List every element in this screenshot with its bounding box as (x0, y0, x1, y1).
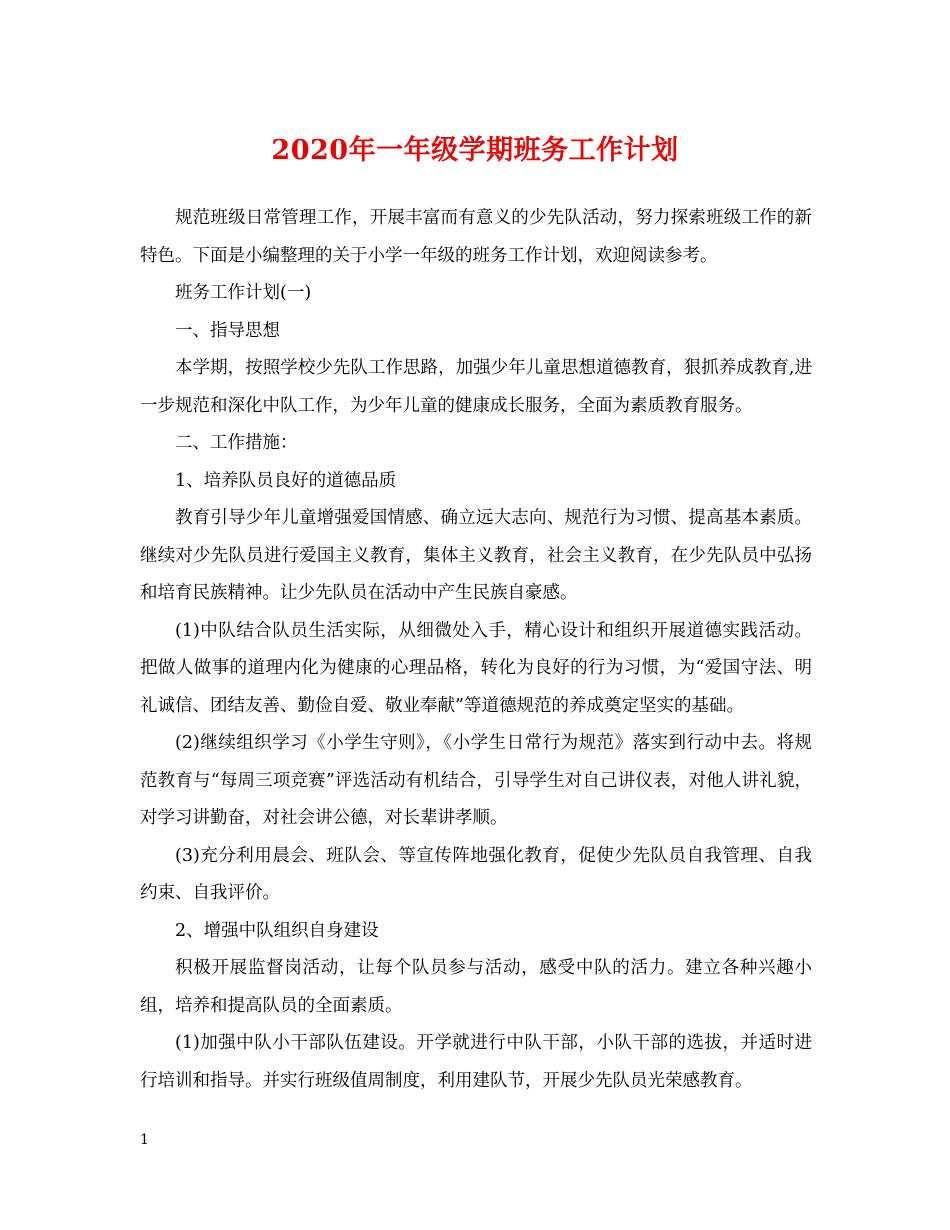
paragraph-supervision: 积极开展监督岗活动，让每个队员参与活动，感受中队的活力。建立各种兴趣小组，培养和提高队员的全面素质。 (140, 958, 812, 1016)
paragraph-intro: 规范班级日常管理工作，开展丰富而有意义的少先队活动，努力探索班级工作的新特色。下面是小编整理的关于小学一年级的班务工作计划，欢迎阅读参考。 (140, 208, 812, 266)
page-number: 1 (140, 1132, 149, 1148)
paragraph-item-1b: (1)加强中队小干部队伍建设。开学就进行中队干部，小队干部的选拔，并适时进行培训和指导。并实行班级值周制度，利用建队节，开展少先队员光荣感教育。 (140, 1033, 812, 1091)
paragraph-section-2-heading: 二、工作措施： (175, 433, 298, 453)
paragraph-item-1: (1)中队结合队员生活实际，从细微处入手，精心设计和组织开展道德实践活动。把做人做事的道理内化为健康的心理品格，转化为良好的行为习惯，为“爱国守法、明礼诚信、团结友善、勤俭自爱、敬业奉献”等道德规范的养成奠定坚实的基础。 (140, 620, 812, 716)
paragraph-section-1-heading: 一、指导思想 (175, 320, 280, 341)
paragraph-item-3: (3)充分利用晨会、班队会、等宣传阵地强化教育，促使少先队员自我管理、自我约束、自我评价。 (140, 845, 812, 903)
paragraph-subheading-2: 2、增强中队组织自身建设 (175, 920, 379, 941)
document-body (140, 200, 812, 1100)
paragraph-plan-heading: 班务工作计划(一) (175, 283, 312, 303)
paragraph-moral-education: 教育引导少年儿童增强爱国情感、确立远大志向、规范行为习惯、提高基本素质。继续对少先队员进行爱国主义教育，集体主义教育，社会主义教育，在少先队员中弘扬和培育民族精神。让少先队员在活动中产生民族自豪感。 (140, 508, 812, 603)
document-title: 2020年一年级学期班务工作计划 (271, 135, 679, 166)
paragraph-subheading-1: 1、培养队员良好的道德品质 (175, 470, 397, 491)
paragraph-guiding-idea: 本学期，按照学校少先队工作思路，加强少年儿童思想道德教育，狠抓养成教育,进一步规范和深化中队工作，为少年儿童的健康成长服务，全面为素质教育服务。 (140, 358, 812, 416)
paragraph-item-2: (2)继续组织学习《小学生守则》，《小学生日常行为规范》落实到行动中去。将规范教育与“每周三项竞赛”评选活动有机结合，引导学生对自己讲仪表，对他人讲礼貌，对学习讲勤奋，对社会讲公德，对长辈讲孝顺。 (140, 733, 812, 828)
